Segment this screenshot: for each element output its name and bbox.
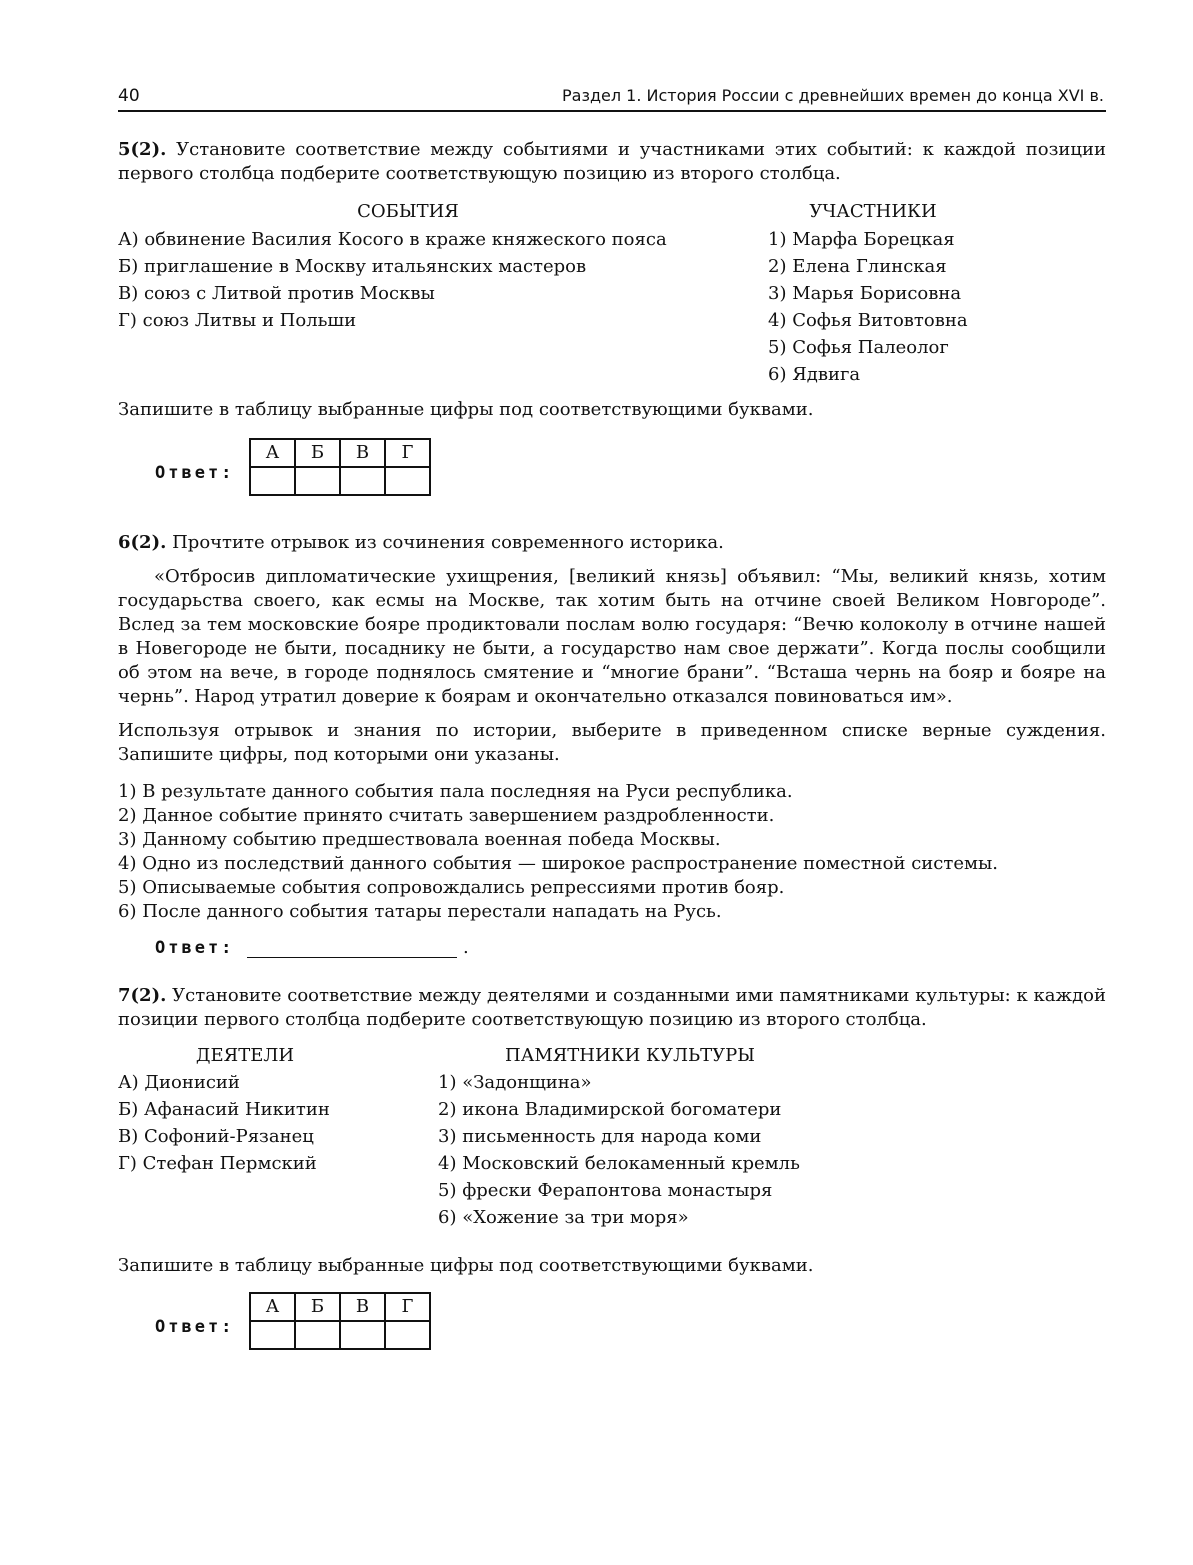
page-number: 40 [118,86,140,106]
grid-header-g: Г [385,439,430,467]
task6-item-5: 5) Описываемые события сопровождались репрессиями против бояр. [118,877,785,898]
task5-right-header: УЧАСТНИКИ [809,201,937,222]
task6-number: 6(2). [118,532,167,553]
task5-answer-label: Ответ: [155,463,235,483]
task7-monument-2: 2) икона Владимирской богоматери [438,1099,782,1120]
answer-cell-b[interactable] [295,1321,340,1349]
task5-participant-3: 3) Марья Борисовна [768,283,962,304]
task7-figure-g: Г) Стефан Пермский [118,1153,317,1174]
grid-header-b: Б [295,1293,340,1321]
grid-header-a: А [250,439,295,467]
task6-prompt-text: Прочтите отрывок из сочинения современного историка. [172,532,724,553]
task7-number: 7(2). [118,985,167,1006]
answer-cell-b[interactable] [295,467,340,495]
task7-answer-label: Ответ: [155,1317,235,1337]
task5-event-a: А) обвинение Василия Косого в краже княжеского пояса [118,229,667,250]
task5-prompt-text: Установите соответствие между событиями и участниками этих событий: к каждой позиции первого столбца подберите соответствующую позицию из второго столбца. [118,139,1106,184]
task5-event-b: Б) приглашение в Москву итальянских мастеров [118,256,587,277]
task7-prompt [118,984,1106,1032]
task7-monument-4: 4) Московский белокаменный кремль [438,1153,800,1174]
task5-prompt [118,138,1106,186]
answer-cell-g[interactable] [385,1321,430,1349]
task7-monument-5: 5) фрески Ферапонтова монастыря [438,1180,773,1201]
page-header [118,84,1106,112]
task7-monument-6: 6) «Хожение за три моря» [438,1207,689,1228]
answer-cell-g[interactable] [385,467,430,495]
task7-right-header: ПАМЯТНИКИ КУЛЬТУРЫ [505,1045,755,1066]
task7-figure-v: В) Софоний-Рязанец [118,1126,314,1147]
task6-item-2: 2) Данное событие принято считать завершением раздробленности. [118,805,775,826]
answer-cell-a[interactable] [250,1321,295,1349]
grid-header-a: А [250,1293,295,1321]
task5-participant-1: 1) Марфа Борецкая [768,229,955,250]
task7-prompt-text: Установите соответствие между деятелями и созданными ими памятниками культуры: к каждой позиции первого столбца подберите соответствующую позицию из второго столбца. [118,985,1106,1030]
task6-item-1: 1) В результате данного события пала последняя на Руси республика. [118,781,793,802]
task5-participant-5: 5) Софья Палеолог [768,337,949,358]
section-title: Раздел 1. История России с древнейших времен до конца XVI в. [561,86,1104,105]
task5-event-v: В) союз с Литвой против Москвы [118,283,435,304]
task6-answer-label: Ответ: [155,938,235,958]
task7-figure-a: А) Дионисий [118,1072,240,1093]
answer-cell-v[interactable] [340,467,385,495]
task5-answer-grid [249,438,431,496]
task5-number: 5(2). [118,139,167,160]
task7-left-header: ДЕЯТЕЛИ [195,1045,295,1066]
task6-item-6: 6) После данного события татары перестали нападать на Русь. [118,901,722,922]
task7-monument-3: 3) письменность для народа коми [438,1126,762,1147]
task7-instruction: Запишите в таблицу выбранные цифры под соответствующими буквами. [118,1255,814,1276]
grid-header-b: Б [295,439,340,467]
answer-cell-a[interactable] [250,467,295,495]
task7-figure-b: Б) Афанасий Никитин [118,1099,330,1120]
task5-left-header: СОБЫТИЯ [357,201,459,222]
task5-participant-4: 4) Софья Витовтовна [768,310,968,331]
task6-answer-field[interactable] [247,939,457,958]
task6-instruction: Используя отрывок и знания по истории, выберите в приведенном списке верные суждения. Запишите цифры, под которыми они указаны. [118,720,1106,765]
task6-quote: «Отбросив дипломатические ухищрения, [великий князь] объявил: “Мы, великий князь, хотим государьства своего, как есмы на Москве, так хотим быть на отчине своей Великом Новгороде”. Вслед за тем московские бояре продиктовали послам волю государя: “Вечю колоколу в отчине нашей в Новегороде не быти, посаднику не быти, а государство нам свое держати”. Когда послы сообщили об этом на вече, в городе поднялось смятение и “многие брани”. “Всташа чернь на бояр и бояре на чернь”. Народ утратил доверие к боярам и окончательно отказался повиноваться им». [118,566,1106,707]
answer-cell-v[interactable] [340,1321,385,1349]
grid-header-g: Г [385,1293,430,1321]
task6-prompt [118,531,1106,555]
task5-event-g: Г) союз Литвы и Польши [118,310,357,331]
task5-instruction: Запишите в таблицу выбранные цифры под соответствующими буквами. [118,399,814,420]
task6-item-4: 4) Одно из последствий данного события — широкое распространение поместной системы. [118,853,999,874]
grid-header-v: В [340,1293,385,1321]
task6-item-3: 3) Данному событию предшествовала военная победа Москвы. [118,829,721,850]
task6-answer-end: . [463,937,469,958]
task5-participant-2: 2) Елена Глинская [768,256,947,277]
task7-answer-grid [249,1292,431,1350]
grid-header-v: В [340,439,385,467]
task7-monument-1: 1) «Задонщина» [438,1072,592,1093]
task5-participant-6: 6) Ядвига [768,364,861,385]
